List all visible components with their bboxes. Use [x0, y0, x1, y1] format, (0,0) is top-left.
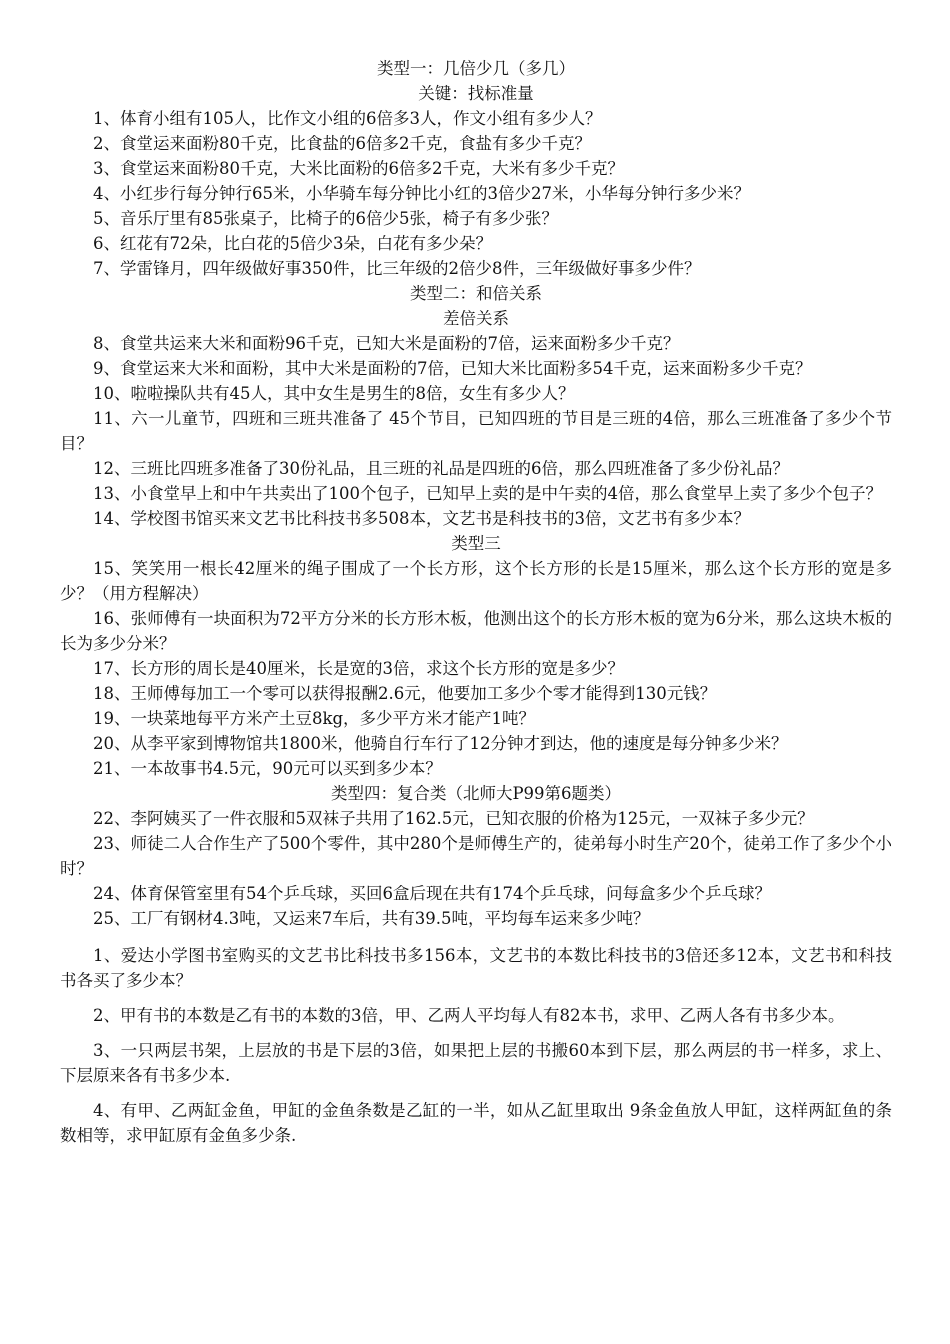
problem-text: 11、六一儿童节，四班和三班共准备了 45个节目，已知四班的节目是三班的4倍，那么三班准备了多少个节目？	[60, 409, 892, 453]
section-heading: 差倍关系	[443, 309, 509, 328]
problem-text: 7、学雷锋月，四年级做好事350件，比三年级的2倍少8件，三年级做好事多少件？	[93, 259, 701, 278]
problem-text: 13、小食堂早上和中午共卖出了100个包子，已知早上卖的是中午卖的4倍，那么食堂早上卖了多少个包子？	[93, 484, 882, 503]
problem-text: 19、一块菜地每平方米产土豆8kg，多少平方米才能产1吨？	[93, 709, 536, 728]
problem-text: 23、师徒二人合作生产了500个零件，其中280个是师傅生产的，徒弟每小时生产20个，徒弟工作了多少个小时？	[60, 834, 892, 878]
problem-text: 9、食堂运来大米和面粉，其中大米是面粉的7倍，已知大米比面粉多54千克，运来面粉多少千克？	[93, 359, 812, 378]
problem-text: 14、学校图书馆买来文艺书比科技书多508本，文艺书是科技书的3倍，文艺书有多少本？	[93, 509, 750, 528]
problem-text: 21、一本故事书4.5元，90元可以买到多少本？	[93, 759, 442, 778]
extra-problem-text: 1、爱达小学图书室购买的文艺书比科技书多156本，文艺书的本数比科技书的3倍还多12本，文艺书和科技书各买了多少本？	[60, 946, 892, 990]
problem-text: 8、食堂共运来大米和面粉96千克，已知大米是面粉的7倍，运来面粉多少千克？	[93, 334, 680, 353]
problem-text: 6、红花有72朵，比白花的5倍少3朵，白花有多少朵？	[93, 234, 492, 253]
section-heading: 关键：找标准量	[418, 84, 534, 103]
problem-text: 22、李阿姨买了一件衣服和5双袜子共用了162.5元，已知衣服的价格为125元，一双袜子多少元？	[93, 809, 814, 828]
problem-text: 25、工厂有钢材4.3吨，又运来7车后，共有39.5吨，平均每车运来多少吨？	[93, 909, 650, 928]
extra-problems	[60, 943, 892, 1148]
problem-text: 16、张师傅有一块面积为72平方分米的长方形木板，他测出这个的长方形木板的宽为6分米，那么这块木板的长为多少分米？	[60, 609, 892, 653]
problem-text: 20、从李平家到博物馆共1800米，他骑自行车行了12分钟才到达，他的速度是每分钟多少米？	[93, 734, 788, 753]
problem-text: 10、啦啦操队共有45人，其中女生是男生的8倍，女生有多少人？	[93, 384, 575, 403]
extra-problem-text: 2、甲有书的本数是乙有书的本数的3倍，甲、乙两人平均每人有82本书，求甲、乙两人各有书多少本。	[93, 1006, 845, 1025]
problem-text: 2、食堂运来面粉80千克，比食盐的6倍多2千克，食盐有多少千克？	[93, 134, 591, 153]
problem-text: 3、食堂运来面粉80千克，大米比面粉的6倍多2千克，大米有多少千克？	[93, 159, 624, 178]
section-heading: 类型二：和倍关系	[410, 284, 542, 303]
section-heading: 类型一：几倍少几（多几）	[377, 59, 575, 78]
extra-problem-text: 3、一只两层书架，上层放的书是下层的3倍，如果把上层的书搬60本到下层，那么两层的书一样多，求上、下层原来各有书多少本.	[60, 1041, 892, 1085]
problem-text: 18、王师傅每加工一个零可以获得报酬2.6元，他要加工多少个零才能得到130元钱？	[93, 684, 717, 703]
problem-text: 15、笑笑用一根长42厘米的绳子围成了一个长方形，这个长方形的长是15厘米，那么这个长方形的宽是多少？（用方程解决）	[60, 559, 892, 603]
section-heading: 类型四：复合类（北师大P99第6题类）	[330, 784, 622, 803]
section-heading: 类型三	[451, 534, 501, 553]
problem-text: 24、体育保管室里有54个乒乓球，买回6盒后现在共有174个乒乓球，问每盒多少个乒乓球？	[93, 884, 771, 903]
problem-text: 1、体育小组有105人，比作文小组的6倍多3人，作文小组有多少人？	[93, 109, 602, 128]
section-divider-space	[60, 931, 892, 943]
problem-text: 12、三班比四班多准备了30份礼品，且三班的礼品是四班的6倍，那么四班准备了多少份礼品？	[93, 459, 789, 478]
problem-sets	[60, 56, 892, 931]
problem-text: 4、小红步行每分钟行65米，小华骑车每分钟比小红的3倍少27米，小华每分钟行多少米？	[93, 184, 750, 203]
problem-text: 17、长方形的周长是40厘米，长是宽的3倍，求这个长方形的宽是多少？	[93, 659, 624, 678]
problem-text: 5、音乐厅里有85张桌子，比椅子的6倍少5张，椅子有多少张？	[93, 209, 558, 228]
extra-problem-text: 4、有甲、乙两缸金鱼，甲缸的金鱼条数是乙缸的一半，如从乙缸里取出 9条金鱼放人甲缸，这样两缸鱼的条数相等，求甲缸原有金鱼多少条.	[60, 1101, 892, 1145]
